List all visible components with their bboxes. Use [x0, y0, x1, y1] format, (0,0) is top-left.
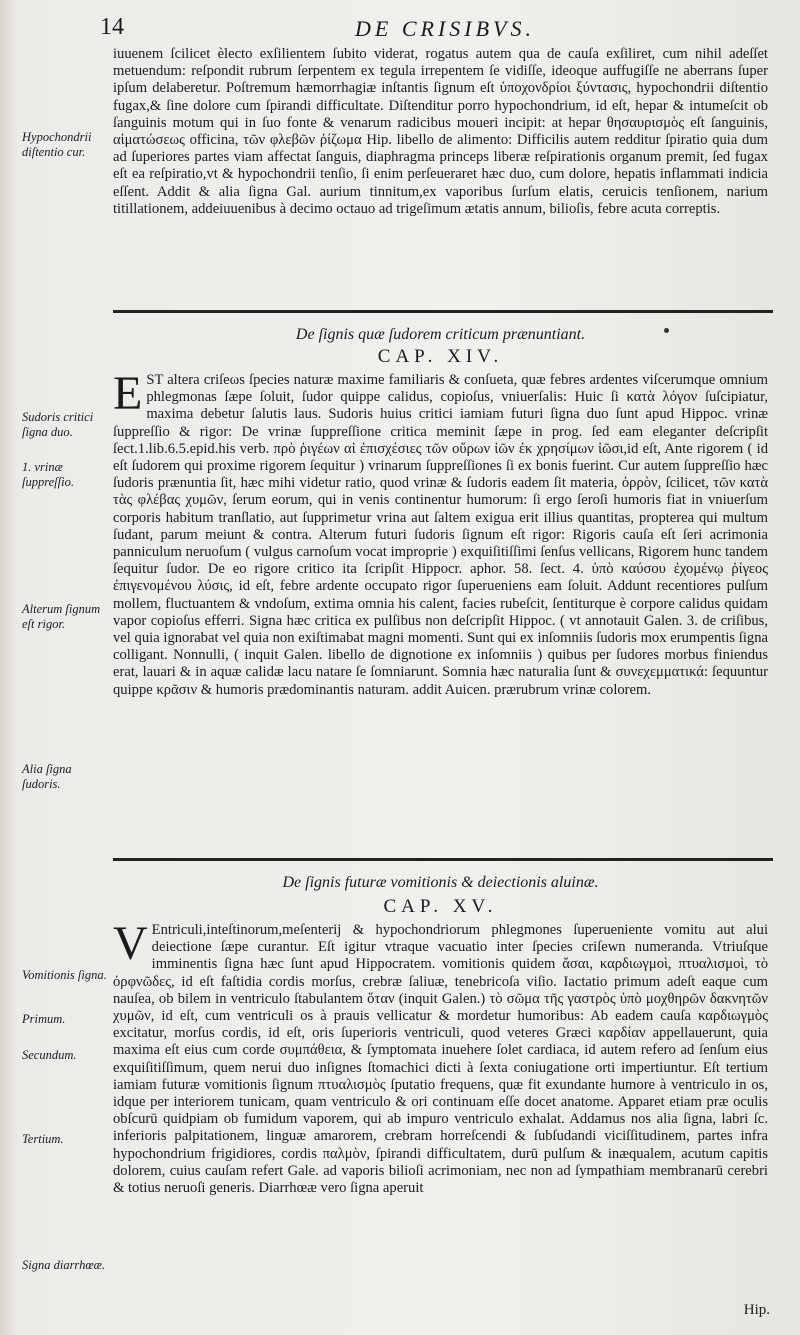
margin-note: 1. vrinæ ſuppreſſio. — [22, 460, 74, 489]
section-divider — [113, 858, 773, 861]
page-number: 14 — [100, 14, 124, 40]
section-divider — [113, 310, 773, 313]
margin-note: Alia ſigna ſudoris. — [22, 762, 72, 791]
section-14-chapter: CAP. XIV. — [377, 346, 504, 367]
section-14-dropcap: E — [113, 367, 143, 420]
section-15-chapter: CAP. XV. — [383, 896, 498, 917]
margin-note: Signa diarrhœæ. — [22, 1258, 106, 1272]
margin-note: Hypochondrii diſtentio cur. — [22, 130, 92, 159]
margin-note: Tertium. — [22, 1132, 64, 1146]
section-15-text: Entriculi,inteſtinorum,meſenterij & hypochondriorum phlegmones ſuperueniente vomitu aut alui deiectione ſæpe curantur. Eſt igitur vtraque vacuatio inter ſpecies criſewn numeranda. Vtriuſque imminentis ſigna hæc ſunt apud Hippocratem. vomitionis quidem ἄσαι, καρδιωγμοὶ, πτυαλισμοὶ, τὸ ὀρφνῶδες, id eſt faſtidia cordis morſus, crebræ ſaliuæ, tenebricoſa viſio. Iactatio primum adeſt eaque cum nauſea, ob bilem in ventriculo ſtabulantem ὅταν (inquit Galen.) τὸ σῶμα τῆς γαστρὸς ὑπὸ μοχθηρῶν δακνητῶν χυμῶν, id eſt, cum ventriculi os à prauis vellicatur & mordetur humoribus: Ab eadem cauſa καρδιωγμὸς excitatur, morſus cordis, id eſt, oris ſuperioris ventriculi, quod veteres Græci καρδίαν appellauerunt, quia maxima eſt eius cum corde συμπάθεια, & ſymptomata inuehere ſolet cardiaca, id autem refero ad ſenſum eius exquiſitiſſimum, quem nerui duo inſignes ſtomachici dicti à ſexta coniugatione orti impertiuntur. Eſt tertium iamiam futuræ vomitionis ſignum πτυαλισμὸς ſputatio frequens, quæ fit exundante humore à ventriculo in os, idque per interiorem tunicam, quam ventriculo & ori continuam eſſe docet anatome. Apparet etiam præ oculis obſcurū quidpiam ob fumidum vaporem, qui ab impuro ventriculo exhalat. Addamus nos alia ſigna, labri ſc. inferioris palpitationem, linguæ amarorem, crebram horreſcendi & ſubſudandi viciſſitudinem, partes infra hypochondrium frigidiores, cordis παλμὸν, ſpirandi difficultatem, durū pulſum & inæqualem, acutum capitis dolorem, cuius cauſam refert Gale. ad vaporis bilioſi acrimoniam, nec non ad ſympathiam membranarū cerebri & totius neruoſi generis. Diarrhœæ vero ſigna aperuit — [113, 922, 768, 1197]
section-15-body — [113, 917, 768, 1300]
running-title: DE CRISIBVS. — [355, 16, 535, 41]
margin-note: Primum. — [22, 1012, 66, 1026]
margin-note: Secundum. — [22, 1048, 77, 1062]
margin-note: Alterum ſignum eſt rigor. — [22, 602, 101, 631]
intro-paragraph — [113, 46, 768, 296]
section-15-dropcap: V — [113, 917, 148, 970]
margin-note: Vomitionis ſigna. — [22, 968, 107, 982]
running-header — [100, 14, 790, 44]
section-14-text: ST altera criſeωs ſpecies naturæ maxime familiaris & conſueta, quæ febres ardentes viſcerumque omnium phlegmonas ſæpe ſoluit, ſudor quippe calidus, copioſus, vniuerſalis: Huic ſi κατὰ λόγον ſuſcipiatur, maxima debetur ſalutis laus. Sudoris huius critici iamiam futuri ſigna duo ſunt apud Hippoc. vrinæ ſuppreſſio & rigor: De vrinæ ſuppreſſione critica meminit ſæpe in prog. ſed eam eleganter deſcripſit ſect.1.lib.6.5.epid.his verb. πρὸ ῥιγέων αἱ ἐπισχέσιες τῶν οὔρων ἰῶν ἐκ χρησίμων ἰῶσι,id eſt, Ante rigorem ( id eſt ſudorem qui proxime rigorem ſequitur ) vrinarum ſuppreſſiones ſi ex bonis fuerint. Cur autem ſuppreſſio hæc ſudoris prænuntia ſit, hæc mihi videtur ratio, quod vrinæ & ſudoris eadem ſit materia, ὀρρὸν, ſcilicet, τῶν κατὰ τὰς φλέβας χυμῶν, ſerum eorum, qui in venis continentur humorum: ſi ergo ſeroſi humoris fiat in vniuerſum corporis habitum tranſlatio, aut ſupprimetur vrina aut ſaltem exigua erit illius quantitas, propterea qui multum ſudant, parum meiunt & contra. Alterum futuri ſudoris ſignum eſt rigor: Rigoris cauſa eſt ſeri acrimonia panniculum neruoſum ( vulgus carnoſum vocat improprie ) exquiſitiſſimi ſenſus vellicans, Rigorem hunc tandem ſequitur ſudor. De eo rigore critico ita ſcripſit Hippocr. aphor. 58. ſect. 4. ὑπὸ καύσου ἐχομένῳ ῥίγεος ἐπιγενομένου λύσις, id eſt, febre ardente occupato rigor ſuperueniens eam ſoluit. Addunt recentiores pulſum mollem, fluctuantem & vndoſum, extima omnia his calent, facies rubeſcit, ſentiturque è corpore calidus quidam vapor copioſus efferri. Signa hæc critica ex pulſibus non deſcripſit Hippoc. ( vt annotauit Galen. 3. de criſibus, vel quia ignorabat vel quia non exiſtimabat magni momenti. Sunt qui ex inſomniis ſudoris mox erumpentis ſigna colligant. Nonnulli, ( inquit Galen. libello de dignotione ex inſomniis ) quibus per ſudores morbus finiendus erat, lauari & in aquæ calidæ lacu natare ſe ſomniarunt. Somnia hæc naturalia ſunt & συνεχεμματικά: ſequuntur quippe κρᾶσιν & humoris prædominantis naturam. addit Auicen. prærubrum vrinæ colorem. — [113, 372, 768, 698]
section-14-body — [113, 367, 768, 842]
section-15-title: De ſignis futuræ vomitionis & deiectionis aluinæ. — [282, 874, 599, 891]
section-14-title: De ſignis quæ ſudorem criticum prænuntiant. — [295, 326, 586, 343]
margin-note: Sudoris critici ſigna duo. — [22, 410, 94, 439]
intro-text: iuuenem ſcilicet èlecto exſilientem ſubito viderat, rogatus autem qua de cauſa exſiliret, cum nihil adeſſet metuendum: reſpondit rubrum ſerpentem ex tegula irrepentem ſe vidiſſe, ideoque auffugiſſe ne aberrans ſuper ipſum delaberetur. Poſtremum hæmorrhagiæ inſtantis ſignum eſt ὑποχονδρίοι ξύντασις, hypochondrii diſtentio fugax,& ſine dolore cum ſpirandi difficultate. Diſtenditur porro hypochondrium, id eſt, hepar & intumeſcit ob ſanguinis motum qui in ſuo fonte & venarum radicibus moueri incipit: at hepar θησαυρισμὸς eſt ſanguinis, αἱματώσεως officina, τῶν φλεβῶν ῥίζωμα Hip. libello de alimento: Difficilis autem redditur ſpiratio quia dum ad ſuperiores partes viam affectat ſanguis, diaphragma princeps liberæ reſpirationis organum premit, ſed fugax eſt ea reſpiratio,vt & hypochondrii tenſio, ſi enim perſeueraret hæc duo, cum dolore, hepatis inflammati indicia eſſent. Addit & alia ſigna Gal. aurium tinnitum,ex vaporibus ſurſum elatis, ceruicis tenſionem, narium titillationem, addeiuuenibus à decimo octauo ad trigeſimum ætatis annum, bilioſis, febre acuta correptis. — [113, 46, 768, 217]
catchword: Hip. — [743, 1302, 770, 1318]
ink-dot — [664, 328, 669, 333]
